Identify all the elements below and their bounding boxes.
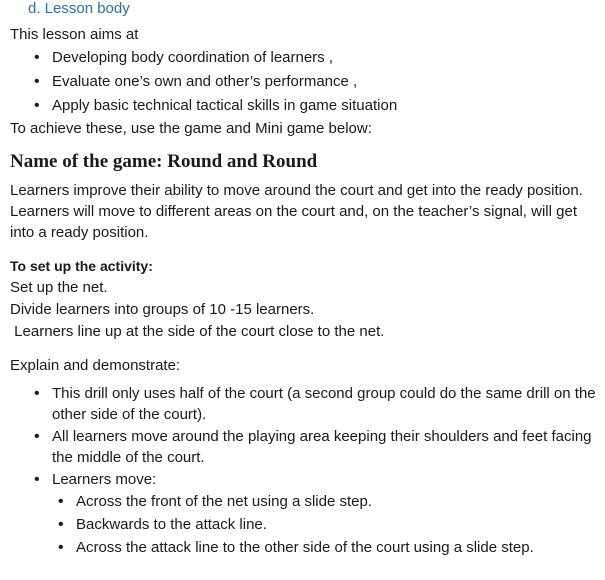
spacer [10, 343, 602, 355]
explain-item [52, 469, 602, 559]
aim-item: • Developing body coordination of learners , [52, 46, 602, 70]
explain-heading: Explain and demonstrate: [10, 357, 181, 374]
setup-step: Set up the net. [10, 279, 108, 296]
explain-list [52, 383, 602, 559]
achieve-text: To achieve these, use the game and Mini game below: [10, 120, 372, 137]
aim-item: • Evaluate one’s own and other’s performance , [52, 70, 602, 94]
game-description: Learners improve their ability to move around the court and get into the ready position. Learners will move to different areas on the court and, on the teacher’s signal, will get into a ready position. [10, 182, 583, 241]
intro-text: This lesson aims at [10, 26, 139, 43]
lesson-page [10, 0, 602, 560]
game-title: Name of the game: Round and Round [10, 151, 318, 172]
setup-step: Learners line up at the side of the court close to the net. [10, 323, 385, 340]
explain-item: • All learners move around the playing area keeping their shoulders and feet facing the middle of the court. [52, 426, 602, 468]
setup-heading: To set up the activity: [10, 258, 153, 274]
setup-step: Divide learners into groups of 10 -15 learners. [10, 301, 315, 318]
move-item: • Across the front of the net using a slide step. [76, 490, 602, 513]
explain-item: • This drill only uses half of the court (a second group could do the same drill on the other side of the court). [52, 383, 602, 425]
moves-list [76, 490, 602, 559]
section-heading: d. Lesson body [28, 0, 130, 17]
move-item: • Across the attack line to the other side of the court using a slide step. [76, 536, 602, 559]
move-item: • Backwards to the attack line. [76, 513, 602, 536]
explain-item-text: Learners move: [52, 471, 157, 488]
aim-item: • Apply basic technical tactical skills in game situation [52, 94, 602, 118]
aims-list [52, 46, 602, 118]
